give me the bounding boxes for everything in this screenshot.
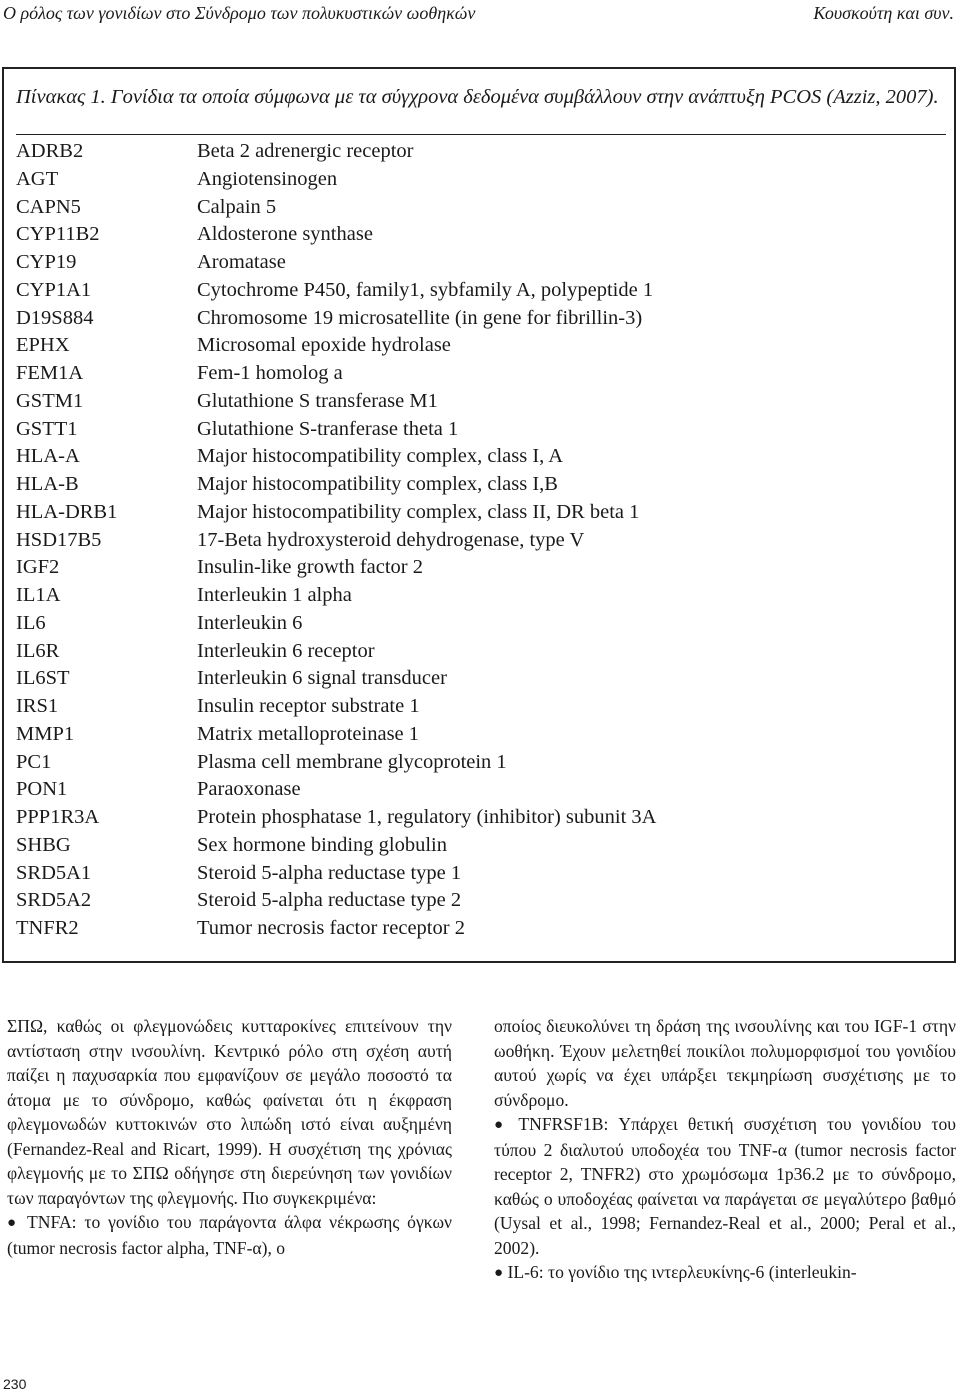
table-row	[16, 582, 946, 610]
table-rows	[16, 138, 946, 943]
body-column-left	[7, 1014, 452, 1260]
table-rule	[16, 134, 946, 135]
table-row	[16, 416, 946, 444]
gene-symbol: CAPN5	[16, 195, 81, 218]
gene-name: Major histocompatibility complex, class I, A	[197, 445, 564, 468]
gene-name: Matrix metalloproteinase 1	[197, 722, 420, 745]
table-row	[16, 332, 946, 360]
table-row	[16, 221, 946, 249]
gene-name: Sex hormone binding globulin	[197, 833, 447, 856]
gene-name: Paraoxonase	[197, 778, 301, 801]
gene-name: Major histocompatibility complex, class I,B	[197, 473, 558, 495]
table-row	[16, 638, 946, 666]
running-head-authors: Κουσκούτη και συν.	[813, 3, 954, 23]
table-row	[16, 554, 946, 582]
gene-table	[2, 67, 956, 963]
running-head-title: Ο ρόλος των γονιδίων στο Σύνδρομο των πολυκυστικών ωοθηκών	[3, 3, 476, 23]
gene-symbol: IGF2	[16, 556, 60, 579]
gene-name: Interleukin 1 alpha	[197, 584, 352, 606]
gene-symbol: EPHX	[16, 334, 70, 357]
gene-symbol: HLA-A	[16, 445, 80, 468]
table-label: Πίνακας 1.	[16, 86, 106, 108]
table-caption-text: Γονίδια τα οποία σύμφωνα με τα σύγχρονα δεδομένα συμβάλλουν στην ανάπτυξη PCOS (Azziz, 2007).	[110, 86, 939, 108]
table-row	[16, 721, 946, 749]
gene-symbol: GSTM1	[16, 389, 84, 412]
gene-name: Tumor necrosis factor receptor 2	[197, 917, 465, 939]
gene-name: Aromatase	[197, 251, 286, 273]
gene-symbol: HLA-DRB1	[16, 500, 118, 523]
table-row	[16, 443, 946, 471]
table-row	[16, 776, 946, 804]
gene-symbol: MMP1	[16, 722, 75, 745]
table-row	[16, 832, 946, 860]
table-row	[16, 860, 946, 888]
gene-symbol: IL6	[16, 611, 46, 634]
bullet-item-tnfa	[7, 1210, 452, 1260]
gene-symbol: SRD5A2	[16, 889, 92, 912]
gene-name: Insulin-like growth factor 2	[197, 556, 424, 579]
table-row	[16, 388, 946, 416]
gene-symbol: IL1A	[16, 584, 61, 606]
body-paragraph: ΣΠΩ, καθώς οι φλεγμονώδεις κυτταροκίνες επιτείνουν την αντίσταση στην ινσουλίνη. Κεντρικό ρόλο στη σχέση αυτή παίζει η παχυσαρκία που εμφανίζουν σε μεγάλο ποσοστό τα άτομα με το σύνδρομο, καθώς φαίνεται ότι η έκφραση φλεγμονωδών κυττοκινών στο λιπώδη ιστό είναι αυξημένη (Fernandez-Real and Ricart, 1999). Η συσχέτιση της χρόνιας φλεγμονής με το ΣΠΩ οδήγησε στη διερεύνηση των γονιδίων των παραγόντων της φλεγμονής. Πιο συγκεκριμένα:	[7, 1016, 452, 1208]
gene-symbol: ADRB2	[16, 140, 84, 162]
gene-symbol: IRS1	[16, 695, 59, 717]
table-row	[16, 804, 946, 832]
gene-symbol: GSTT1	[16, 417, 78, 440]
gene-name: Cytochrome P450, family1, sybfamily A, polypeptide 1	[197, 278, 654, 301]
gene-symbol: HLA-B	[16, 473, 79, 495]
gene-symbol: FEM1A	[16, 362, 84, 384]
gene-name: Interleukin 6 signal transducer	[197, 667, 447, 690]
gene-name: Angiotensinogen	[197, 167, 338, 190]
table-row	[16, 887, 946, 915]
running-head	[0, 0, 960, 26]
gene-symbol: D19S884	[16, 306, 94, 329]
body-paragraph: οποίος διευκολύνει τη δράση της ινσουλίνης και του IGF-1 στην ωοθήκη. Έχουν μελετηθεί ποικίλοι πολυμορφισμοί του γονιδίου αυτού χωρίς να έχει υπάρξει τεκμηρίωση συσχέτισης με το σύνδρομο.	[494, 1016, 956, 1110]
gene-name: 17-Beta hydroxysteroid dehydrogenase, type V	[197, 528, 585, 551]
page-number: 230	[3, 1376, 27, 1392]
gene-symbol: CYP19	[16, 251, 77, 273]
gene-symbol: SHBG	[16, 833, 71, 856]
gene-symbol: AGT	[16, 167, 59, 190]
gene-name: Interleukin 6	[197, 611, 303, 634]
table-row	[16, 166, 946, 194]
table-row	[16, 194, 946, 222]
bullet-text: TNFA: το γονίδιο του παράγοντα άλφα νέκρωσης όγκων (tumor necrosis factor alpha, TNF-α), ο	[7, 1212, 452, 1258]
gene-name: Beta 2 adrenergic receptor	[197, 140, 414, 162]
bullet-icon: ●	[494, 1265, 504, 1281]
bullet-text: IL-6: το γονίδιο της ιντερλευκίνης-6 (interleukin-	[507, 1262, 857, 1282]
gene-symbol: CYP1A1	[16, 278, 92, 301]
gene-symbol: SRD5A1	[16, 861, 92, 884]
gene-symbol: IL6R	[16, 639, 60, 662]
bullet-text: TNFRSF1B: Υπάρχει θετική συσχέτιση του γονιδίου του τύπου 2 διαλυτού υποδοχέα του TNF-α (tumor necrosis factor receptor 2, TNFR2) στο χρωμόσωμα 1p36.2 με το σύνδρομο, καθώς ο υποδοχέας φαίνεται να παράγεται σε μεγαλύτερο βαθμό (Uysal et al., 1998; Fernandez-Real et al., 2000; Peral et al., 2002).	[494, 1114, 956, 1258]
table-caption	[16, 87, 946, 108]
gene-symbol: HSD17B5	[16, 528, 102, 551]
bullet-item-il6	[494, 1260, 956, 1286]
gene-symbol: PC1	[16, 750, 52, 773]
table-row	[16, 360, 946, 388]
gene-symbol: PON1	[16, 778, 68, 801]
table-row	[16, 249, 946, 277]
table-row	[16, 471, 946, 499]
table-row	[16, 527, 946, 555]
gene-name: Interleukin 6 receptor	[197, 639, 375, 662]
table-row	[16, 665, 946, 693]
gene-name: Insulin receptor substrate 1	[197, 695, 420, 717]
gene-name: Glutathione S transferase M1	[197, 389, 438, 412]
gene-symbol: CYP11B2	[16, 223, 100, 246]
bullet-item-tnfrsf1b	[494, 1112, 956, 1260]
table-row	[16, 277, 946, 305]
gene-name: Microsomal epoxide hydrolase	[197, 334, 451, 357]
bullet-icon: ●	[7, 1215, 20, 1231]
gene-name: Calpain 5	[197, 195, 277, 218]
table-row	[16, 305, 946, 333]
gene-symbol: PPP1R3A	[16, 806, 100, 828]
gene-name: Protein phosphatase 1, regulatory (inhibitor) subunit 3A	[197, 806, 657, 828]
bullet-icon: ●	[494, 1117, 509, 1133]
gene-symbol: TNFR2	[16, 917, 79, 939]
body-column-right	[494, 1014, 956, 1286]
gene-name: Steroid 5-alpha reductase type 2	[197, 889, 462, 912]
table-row	[16, 610, 946, 638]
gene-name: Glutathione S-tranferase theta 1	[197, 417, 459, 440]
gene-name: Aldosterone synthase	[197, 223, 373, 246]
gene-symbol: IL6ST	[16, 667, 70, 690]
table-row	[16, 138, 946, 166]
gene-name: Chromosome 19 microsatellite (in gene for fibrillin-3)	[197, 306, 643, 329]
table-row	[16, 915, 946, 943]
gene-name: Major histocompatibility complex, class II, DR beta 1	[197, 500, 640, 523]
table-row	[16, 499, 946, 527]
table-row	[16, 693, 946, 721]
table-row	[16, 749, 946, 777]
gene-name: Plasma cell membrane glycoprotein 1	[197, 750, 507, 773]
gene-name: Fem-1 homolog a	[197, 362, 343, 384]
gene-name: Steroid 5-alpha reductase type 1	[197, 861, 462, 884]
